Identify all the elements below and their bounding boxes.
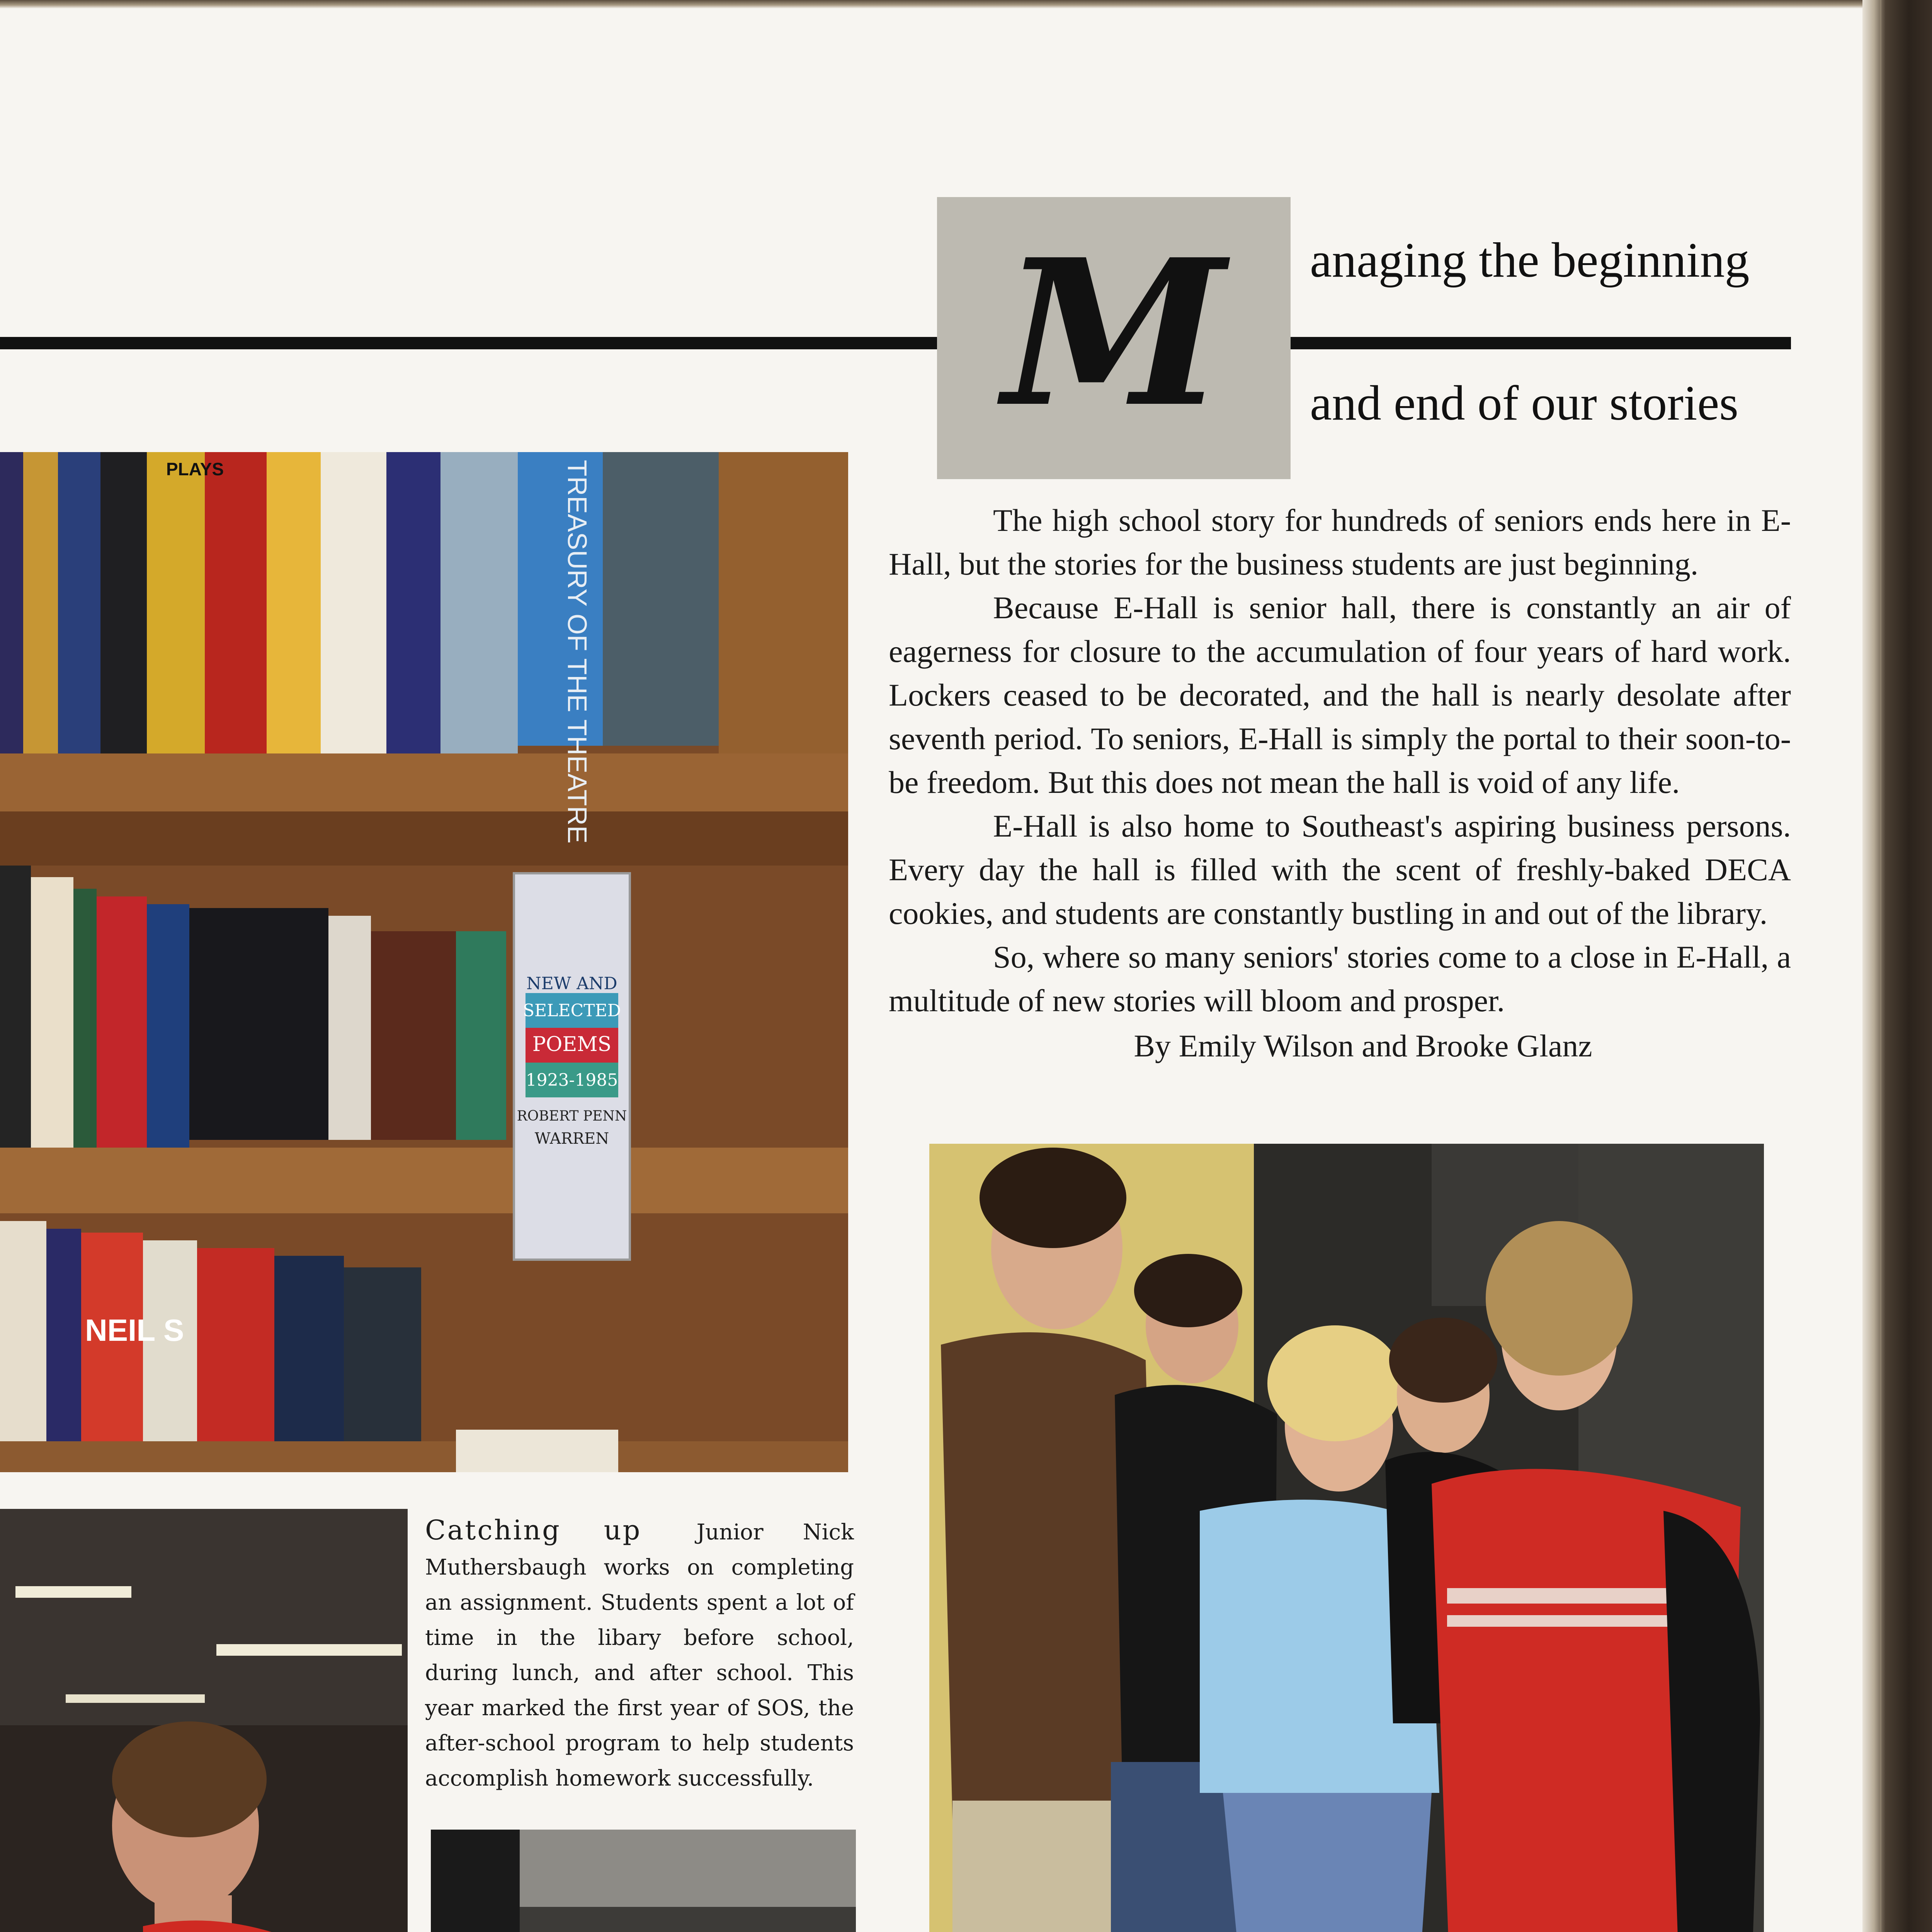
blackletter-m-initial [956,230,1272,446]
caption-lead: Catching up [425,1514,642,1546]
headline-line-2: and end of our stories [1310,376,1739,430]
photo-librarian-desk [431,1830,856,1932]
article-paragraph: Because E-Hall is senior hall, there is constantly an air of eagerness for closure to the accumulation of four years of hard work. Lockers ceased to be decorated, and the hall is nearly desolate after seventh period. To seniors, E-Hall is simply the portal to their soon-to-be freedom. But this does not mean the hall is void of any life. [889,590,1791,800]
caption-body: Junior Nick Muthersbaugh works on completing an assignment. Students spent a lot of time in the libary before school, during lunch, and after school. This year marked the first year of SOS, the after-school program to help students accomplish homework successfully. [425,1520,854,1791]
page-top-edge [0,0,1878,9]
article-body [889,498,1791,1022]
book-binding [1862,0,1932,1932]
svg-text:PLAYS: PLAYS [166,459,224,479]
photo-student-computer [0,1509,408,1932]
svg-text:TREASURY OF THE THEATRE: TREASURY OF THE THEATRE [562,460,592,844]
svg-text:NEIL S: NEIL S [85,1313,184,1347]
byline: By Emily Wilson and Brooke Glanz [1134,1028,1592,1063]
svg-text:1923-1985: 1923-1985 [526,1070,618,1090]
header-rule-right [1287,337,1791,349]
headline-line-1: anaging the beginning [1310,233,1750,287]
article-paragraph: E-Hall is also home to Southeast's aspiring business persons. Every day the hall is filled with the scent of freshly-baked DECA cookies, and students are constantly bustling in and out of the library. [889,808,1791,931]
drop-cap-initial [937,197,1291,479]
svg-text:ROBERT PENN: ROBERT PENN [517,1108,627,1124]
photo-library-shelves [0,452,848,1472]
svg-text:POEMS: POEMS [532,1033,612,1056]
header-rule-left [0,337,937,349]
svg-text:NEW AND: NEW AND [526,974,617,993]
photo-seniors-group [929,1144,1764,1932]
svg-text:WARREN: WARREN [534,1130,609,1148]
svg-text:SELECTED: SELECTED [522,1001,621,1020]
svg-text:M: M [1002,230,1225,446]
article-paragraph: The high school story for hundreds of seniors ends here in E-Hall, but the stories for the business students are just beginning. [889,503,1791,582]
caption-catching-up [425,1513,854,1796]
article-paragraph: So, where so many seniors' stories come to a close in E-Hall, a multitude of new stories will bloom and prosper. [889,939,1791,1018]
